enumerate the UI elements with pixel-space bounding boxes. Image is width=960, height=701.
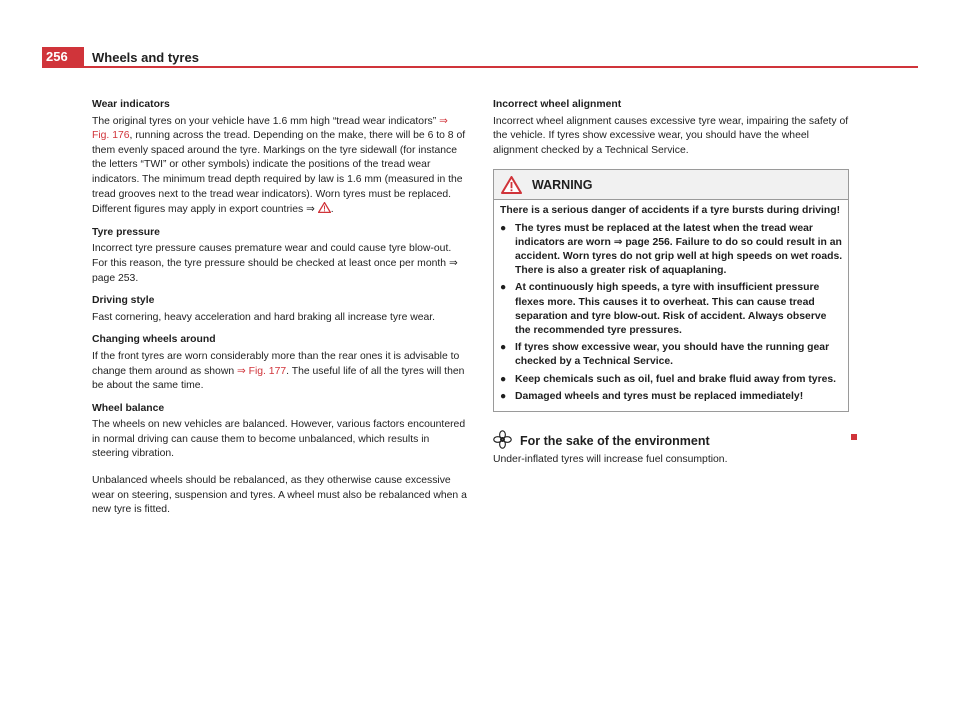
changing-text-part2: . The useful life of all the tyres will then be about the same time. bbox=[92, 365, 465, 392]
wear-text bbox=[92, 115, 467, 218]
changing-text bbox=[92, 350, 467, 394]
alignment-heading: Incorrect wheel alignment bbox=[493, 99, 622, 110]
left-column bbox=[92, 98, 467, 526]
wear-text-part1: The original tyres on your vehicle have 1.6 mm high “tread wear indicators” bbox=[92, 115, 437, 127]
alignment-text: Incorrect wheel alignment causes excessive tyre wear, impairing the safety of the vehicle. If tyres show excessive wear, you should have the wheel alignment checked by a Technical Service. bbox=[493, 115, 849, 156]
warning-ref-icon[interactable] bbox=[318, 202, 331, 213]
bullet-dot: ● bbox=[500, 373, 507, 385]
balance-heading: Wheel balance bbox=[92, 402, 165, 414]
warning-box bbox=[493, 169, 849, 412]
page-title: Wheels and tyres bbox=[92, 50, 199, 65]
warning-title: WARNING bbox=[532, 178, 593, 193]
warning-item bbox=[500, 341, 843, 369]
warning-intro: There is a serious danger of accidents if a tyre bursts during driving! bbox=[500, 205, 841, 217]
warning-item-text: If tyres show excessive wear, you should have the running gear checked by a Technical Service. bbox=[515, 342, 830, 368]
warning-item bbox=[500, 222, 843, 279]
section-end-marker bbox=[851, 434, 857, 440]
wear-heading: Wear indicators bbox=[92, 99, 170, 110]
header-rule bbox=[42, 66, 918, 68]
balance-text-1: The wheels on new vehicles are balanced. However, various factors encountered in normal driving can cause them to become unbalanced, which results in steering vibration. bbox=[92, 419, 466, 460]
warning-body bbox=[494, 200, 848, 411]
wear-text-end: . bbox=[330, 204, 334, 216]
fig-177-link[interactable]: ⇒ Fig. 177 bbox=[237, 365, 287, 377]
page-number: 256 bbox=[42, 47, 84, 67]
changing-heading: Changing wheels around bbox=[92, 334, 216, 346]
changing-text-part1: If the front tyres are worn considerably more than the rear ones it is advisable to change them around as shown bbox=[92, 350, 460, 377]
environment-header bbox=[493, 430, 849, 452]
warning-triangle-icon bbox=[501, 176, 522, 194]
flower-icon bbox=[493, 430, 512, 449]
warning-item-text: At continuously high speeds, a tyre with insufficient pressure flexes more. This causes it to overheat. This can cause tread separation and tyre blow-out. Risk of accident. Always observe the recommended tyre pressures. bbox=[515, 282, 827, 336]
bullet-dot: ● bbox=[500, 222, 507, 234]
warning-ref-arrow: ⇒ bbox=[306, 204, 315, 216]
pressure-text: Incorrect tyre pressure causes premature wear and could cause tyre blow-out. For this reason, the tyre pressure should be checked at least once per month ⇒ page 253. bbox=[92, 243, 458, 284]
warning-item bbox=[500, 281, 843, 338]
environment-title: For the sake of the environment bbox=[520, 434, 710, 449]
bullet-dot: ● bbox=[500, 390, 507, 402]
bullet-dot: ● bbox=[500, 342, 507, 354]
balance-text-2: Unbalanced wheels should be rebalanced, as they otherwise cause excessive wear on steering, suspension and tyres. A wheel must also be rebalanced when a new tyre is fitted. bbox=[92, 475, 467, 516]
warning-item-text: Keep chemicals such as oil, fuel and brake fluid away from tyres. bbox=[515, 373, 837, 385]
bullet-dot: ● bbox=[500, 282, 507, 294]
warning-item bbox=[500, 390, 843, 404]
fig-176-link[interactable]: ⇒ Fig. 176 bbox=[92, 115, 448, 142]
warning-item bbox=[500, 373, 843, 387]
right-column bbox=[493, 98, 849, 468]
driving-text: Fast cornering, heavy acceleration and hard braking all increase tyre wear. bbox=[92, 311, 436, 323]
warning-item-text: The tyres must be replaced at the latest when the tread wear indicators are worn ⇒ page 256. Failure to do so could result in an accident. Worn tyres do not grip well at high speeds on wet roads. There is also a greater risk of aquaplaning. bbox=[515, 222, 843, 277]
wear-text-part2: , running across the tread. Depending on the make, there will be 6 to 8 of them evenly spaced around the tyre. Markings on the tyre sidewall (for instance the letters “TWI” or other symbols) indicate the positions of the tread wear indicators. The minimum tread depth required by law is 1.6 mm (measured in the tread grooves next to the tread wear indicators). Worn tyres must be replaced. Different figures may apply in export countries bbox=[92, 130, 466, 216]
environment-text: Under-inflated tyres will increase fuel consumption. bbox=[493, 454, 728, 466]
pressure-heading: Tyre pressure bbox=[92, 226, 160, 238]
driving-heading: Driving style bbox=[92, 295, 155, 307]
warning-item-text: Damaged wheels and tyres must be replaced immediately! bbox=[515, 390, 804, 402]
warning-header bbox=[494, 170, 848, 200]
